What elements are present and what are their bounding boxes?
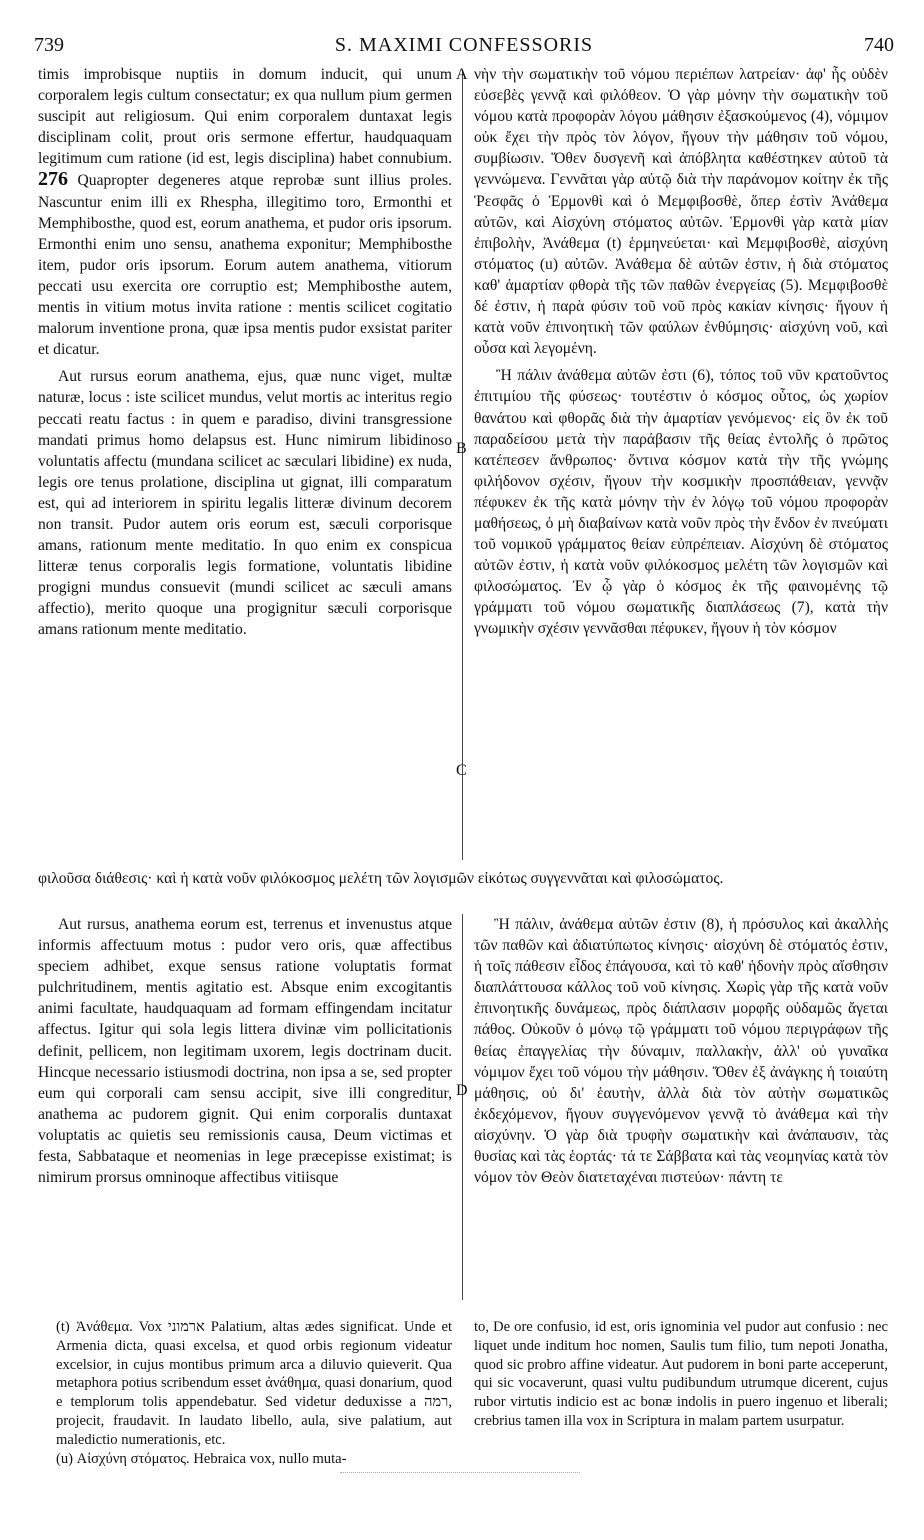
footnote-u: (u) Αἰσχύνη στόματος. Hebraica vox, nullo muta-	[56, 1450, 347, 1467]
bottom-dotted-rule	[340, 1472, 580, 1473]
footnotes-right	[474, 1318, 888, 1431]
latin-column-bottom	[38, 914, 452, 1188]
latin-column-top	[38, 64, 452, 641]
latin-paragraph: timis improbisque nuptiis in domum inducit, qui unum corporalem legis cultum consectatur; ex qua nullum pium germen suscipit aut religiosum. Qui enim corporalem duntaxat legis disciplinam colit, prout oris sermone effertur, haudquaquam legitimum cum ratione (id est, legis disciplina) habet connubium. 276 Quapropter degeneres atque reprobæ sunt illius proles. Nascuntur enim illi ex Rhespha, illegitimo toro, Ermonthi et Memphibosthe, quod est, eorum anathema, et pudor oris ipsorum. Ermonthi enim uno sensu, anathema exponitur; Memphibosthe item, pudor oris ipsorum. Eorum autem anathema, vitiorum peccati usu exercita ore corruptio est; Memphibosthe autem, mentis in vitium motus invita ratione : mentis scilicet cogitatio malorum inventione prona, quæ ipsa mentis pudor exsistat pariter et dicatur.	[38, 66, 452, 359]
page-header	[34, 34, 894, 62]
section-number: 276	[38, 168, 68, 191]
left-page-number: 739	[34, 34, 64, 56]
margin-marker-b: B	[456, 440, 467, 457]
latin-paragraph: Aut rursus eorum anathema, ejus, quæ nunc viget, multæ naturæ, locus : iste scilicet mundus, velut mortis ac interitus regio peccati reatu factus : in quem e paradiso, divini transgressione mandati primus homo delapsus est. Hunc nimirum libidinoso voluntatis affectu (mundana scilicet ac sæculari libidine) ex nuda, legis ore tenus prolatione, disciplina ut gignat, illi comparatum est, qui ad interiorem in spiritu legalis litteræ divinum decorem non transit. Pudor autem oris eorum est, sæculi corporisque amans, rationum mente meditatio. In quo enim ex conspicua litteræ tenus corporalis legis formatione, voluntatis libidine progigni mundus consuevit (mundi scilicet ac sæculi amans affectio), merito quoque una progignitur sæculi corporisque amans rationum mente meditatio.	[38, 368, 452, 639]
running-title: S. MAXIMI CONFESSORIS	[334, 34, 594, 56]
footnote-u-continued: to, De ore confusio, id est, oris ignominia vel pudor aut confusio : nec liquet unde inditum hoc nomen, Saulis tum filio, tum nepoti Jonatha, quod sic probro affine videatur. Aut pudorem in boni parte acceperunt, qui sic vocaverunt, quasi vultu pudibundum utrumque dicerent, cujus rubor virtutis indicio est ac bonæ indolis in puero ingenuo et liberali; crebrius tamen illa vox in Scriptura in malam partem usurpatur.	[474, 1319, 888, 1429]
footnotes-left	[56, 1318, 452, 1468]
greek-column-top	[474, 64, 888, 640]
latin-paragraph: Aut rursus, anathema eorum est, terrenus et invenustus atque informis affectuum motus : pudor vero oris, quæ affectibus speciem adhibet, exque sensus ratione voluptatis format pulchritudinem, mentis agitatio est. Absque enim excogitantis animi facultate, haudquaquam ad formam effingendam incitatur affectus. Igitur qui sola legis littera divinæ vim pollicitationis definit, pellicem, non legitimam uxorem, legis doctrinam ducit. Hincque necessario istiusmodi doctrina, non ipsa a se, sed propter eum qui corporali cam sensu accipit, sive illi congreditur, anathema ac pudorem gignit. Qui enim corporalis duntaxat voluptatis ac quietis seu remissionis causa, Deum victimas et festa, Sabbataque et neomenias in lege præcepisse existimat; is nimirum prorsus omninoque affectibus vitiisque	[38, 916, 452, 1187]
column-divider-top	[462, 70, 463, 860]
margin-marker-d: D	[456, 1082, 468, 1099]
footnote-t: (t) Ἀνάθεμα. Vox ארמוני Palatium, altas ædes significat. Unde et Armenia dicta, quasi excelsa, et quod orbis regionum videatur excelsior, in cujus montibus primum arca a diluvio quieverit. Qua metaphora potius scribendum esset ἀνάθημα, quasi donarium, quod e templorum tolis appendebatur. Sed videtur deduxisse a רמה, projecit, fraudavit. In laudato libello, aula, sive palatium, aut maledictio numerationis, etc.	[56, 1319, 453, 1448]
column-divider-bottom	[462, 914, 463, 1300]
greek-paragraph: Ἢ πάλιν ἀνάθεμα αὐτῶν ἐστι (6), τόπος τοῦ νῦν κρατοῦντος ἐπιτιμίου τῆς φύσεως· τουτέστιν ὁ κόσμος οὗτος, ὡς χωρίον θανάτου καὶ φθορᾶς διὰ τὴν ἁμαρτίαν γενόμενος· εἰς ὃν ἐκ τοῦ παραδείσου μετὰ τὴν παράβασιν τῆς θείας ἐντολῆς ὁ πρῶτος κατέπεσεν ἄνθρωπος· ὅντινα κόσμον κατὰ τὴν τῆς γνώμης φιλήδονον σχέσιν, ἤγουν τὴν κοσμικὴν προσπάθειαν, γεννᾷν πέφυκεν ἐκ τῆς κατὰ μόνην τὴν ἐν λόγῳ τοῦ νόμου προφορὰν μαθήσεως, ὁ μὴ διαβαίνων κατὰ νοῦν πρὸς τὴν ἔνδον ἐν πνεύματι τοῦ νομικοῦ γράμματος θείαν εὐπρέπειαν. Αἰσχύνη δὲ στόματος αὐτῶν ἐστιν, ἡ κατὰ νοῦν φιλόκοσμος μελέτη τῶν λογισμῶν καὶ φιλοσώματος. Ἐν ᾧ γὰρ ὁ κόσμος ἐκ τῆς φαινομένης τῷ γράμματι τοῦ νόμου σωματικῆς διαπλάσεως (7), κατὰ τὴν γνωμικὴν σχέσιν γεννᾶσθαι πέφυκεν, ἤγουν ἡ τὸν κόσμον	[474, 367, 888, 638]
greek-continuation-line: φιλοῦσα διάθεσις· καὶ ἡ κατὰ νοῦν φιλόκοσμος μελέτη τῶν λογισμῶν εἰκότως συγγεννᾶται καὶ φιλοσώματος.	[38, 870, 724, 887]
margin-marker-a: A	[456, 66, 468, 83]
right-page-number: 740	[864, 34, 894, 56]
greek-paragraph: νὴν τὴν σωματικὴν τοῦ νόμου περιέπων λατρείαν· ἀφ' ἧς οὐδὲν εὐσεβὲς γεννᾷ καὶ φιλόθεον. Ὁ γὰρ μόνην τὴν σωματικὴν τοῦ νόμου κατὰ προφορὰν λόγου μάθησιν ἐξασκούμενος (4), νόμιμον οὐκ ἔχει τὴν πρὸς τὸν λόγον, ἤγουν τὴν μάθησιν τοῦ νόμου, συμβίωσιν. Ὅθεν δυσγενῆ καὶ ἀπόβλητα καθέστηκεν αὐτοῦ τὰ γεννώμενα. Γεννᾶται γὰρ αὐτῷ διὰ τὴν παράνομον κοίτην ἐκ τῆς Ῥεσφᾶς ὁ Ἑρμονθὶ καὶ ὁ Μεμφιβοσθὲ, ὅπερ ἐστὶν Ἀνάθεμα αὐτῶν, καὶ Αἰσχύνη στόματος αὐτῶν. Ἑρμονθὶ γὰρ κατὰ μίαν ἐπιβολὴν, Ἀνάθεμα (t) ἑρμηνεύεται· καὶ Μεμφιβοσθὲ, αἰσχύνη στόματος (u) αὐτῶν. Ἀνάθεμα δὲ αὐτῶν ἐστιν, ἡ διὰ στόματος καθ' ἁμαρτίαν φθορὰ τῆς τῶν παθῶν ἐνεργείας (5). Μεμφιβοσθὲ δέ ἐστιν, ἡ παρὰ φύσιν τοῦ νοῦ πρὸς κακίαν κίνησις· ἤγουν ἡ κατὰ νοῦν ἐπινοητικὴ τῶν φαύλων ἐνθύμησις· αἰσχύνη νοῦ, καὶ οὖσα καὶ λεγομένη.	[474, 66, 888, 358]
greek-paragraph: Ἢ πάλιν, ἀνάθεμα αὐτῶν ἐστιν (8), ἡ πρόσυλος καὶ ἀκαλλὴς τῶν παθῶν καὶ ἀδιατύπωτος κίνησις· αἰσχύνη δὲ στόματός ἐστιν, ἡ τοῖς πάθεσιν εἶδος ἐπάγουσα, καὶ τὸ καθ' ἡδονὴν πρὸς αἴσθησιν διαπλάττουσα κάλλος τοῦ νοῦ κίνησις. Χωρὶς γὰρ τῆς κατὰ νοῦν ἐπινοητικῆς δυνάμεως, πρὸς διάπλασιν μορφῆς οὐδαμῶς ἄγεται πάθος. Οὐκοῦν ὁ μόνῳ τῷ γράμματι τοῦ νόμου περιγράφων τῆς θείας ἐπαγγελίας τὴν δύναμιν, παλλακὴν, ἀλλ' οὐ γυναῖκα νόμιμον ἔχει τοῦ νόμου τὴν μάθησιν. Ὅθεν ἐξ ἀνάγκης ἡ τοιαύτη μάθησις, οὐ δι' ἑαυτὴν, ἀλλὰ διὰ τὸν αὐτὴν σωματικῶς ἐκδεχόμενον, ἤγουν συγγενόμενον γεννᾷ τὸ ἀνάθεμα καὶ τὴν αἰσχύνην. Ὁ γὰρ διὰ τρυφὴν σωματικὴν καὶ ἀνάπαυσιν, τὰς θυσίας καὶ τὰς ἑορτάς· τά τε Σάββατα καὶ τὰς νεομηνίας κατὰ τὸν νόμον τὸν Θεὸν διατεταχέναι πιστεύων· πάντη τε	[474, 916, 888, 1187]
margin-marker-c: C	[456, 762, 467, 779]
greek-column-bottom	[474, 914, 888, 1188]
